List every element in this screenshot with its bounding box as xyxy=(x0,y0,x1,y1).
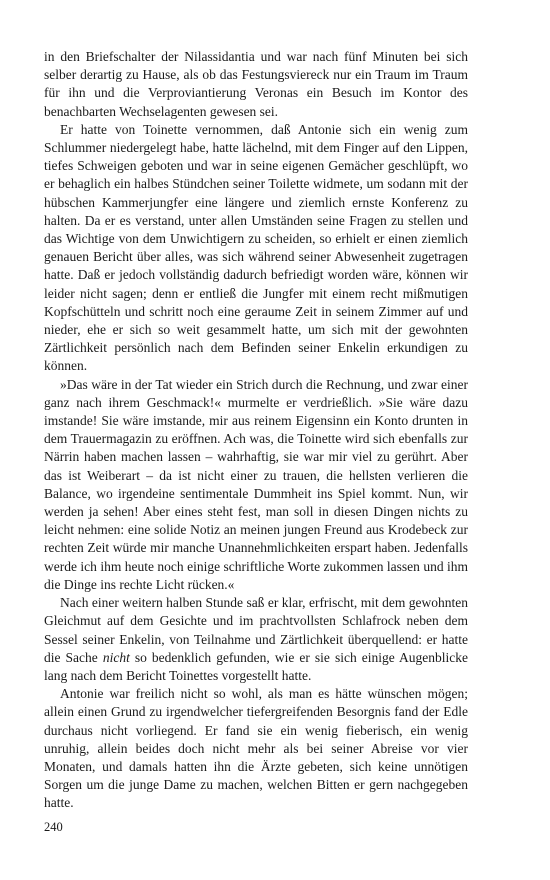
paragraph-4-text-a: Nach einer weitern halben Stunde saß er klar, erfrischt, mit dem gewohnten Gleichmut auf dem Gesichte und im prachtvollsten Schlafrock neben dem Sessel seiner Enkelin, von Teilnahme und Zärtlichkeit überquellend: er hatte die Sache xyxy=(44,595,468,665)
paragraph-5 xyxy=(44,685,468,812)
paragraph-3-text: »Das wäre in der Tat wieder ein Strich durch die Rechnung, und zwar einer ganz nach ihrem Geschmack!« murmelte er verdrießlich. »Sie wäre dazu imstande! Sie wäre imstande, mir aus reinem Eigensinn ein Konto drunten in dem Trauermagazin zu eröffnen. Ach was, die Toinette wird sich ebenfalls zur Närrin haben machen lassen – wahrhaftig, sie war mir viel zu gerührt. Aber das ist Weiberart – da ist nicht einer zu trauen, die hellsten verlieren die Balance, wo irgendeine sentimentale Dummheit ins Spiel kommt. Nun, wir werden ja sehen! Aber eines steht fest, man soll in diesen Dingen nichts zu leicht nehmen: eine solide Notiz an meinen jungen Freund aus Krodebeck zur rechten Zeit würde mir manche Unannehmlichkeiten erspart haben. Jedenfalls werde ich ihm heute noch einige schriftliche Worte zukommen lassen und ihm die Dinge ins rechte Licht rücken.« xyxy=(44,376,468,592)
paragraph-3 xyxy=(44,376,468,594)
paragraph-5-text: Antonie war freilich nicht so wohl, als man es hätte wünschen mögen; allein einen Grund zu irgendwelcher tiefergreifenden Besorgnis fand der Edle durchaus nicht vorliegend. Er fand sie ein wenig fieberisch, ein wenig unruhig, allein beides doch nicht mehr als bei seiner Abreise vor vier Monaten, und damals hatten ihn die Ärzte gebeten, sich keine unnötigen Sorgen um die junge Dame zu machen, welchen Bitten er gern nachgegeben hatte. xyxy=(44,686,468,811)
page-number: 240 xyxy=(44,820,63,834)
paragraph-1 xyxy=(44,48,468,121)
paragraph-1-text: in den Briefschalter der Nilassidantia und war nach fünf Minuten bei sich selber derartig zu Hause, als ob das Festungsviereck nur ein Traum im Traum für ihn und die Verproviantierung Veronas ein Besuch im Kontor des benachbarten Wechselagenten gewesen sei. xyxy=(44,49,468,119)
paragraph-4-emphasis: nicht xyxy=(102,649,130,665)
paragraph-4 xyxy=(44,594,468,685)
paragraph-4-text-b: so bedenklich gefunden, wie er sie sich einige Augenblicke lang nach dem Bericht Toinettes vorgestellt hatte. xyxy=(44,649,468,683)
paragraph-2-text: Er hatte von Toinette vernommen, daß Antonie sich ein wenig zum Schlummer niedergelegt habe, hatte lächelnd, mit dem Finger auf den Lippen, tiefes Schweigen geboten und war in seine eigenen Gemächer geschlüpft, wo er behaglich ein halbes Stündchen seiner Toilette widmete, um sodann mit der hübschen Kammerjungfer eine längere und ziemlich ernste Konferenz zu halten. Da er es verstand, unter allen Umständen seine Fragen zu stellen und das Wichtige von dem Unwichtigern zu scheiden, so erhielt er einen ziemlich genauen Bericht über alles, was sich während seiner Abwesenheit zugetragen hatte. Daß er jedoch vollständig dadurch befriedigt worden wäre, können wir leider nicht sagen; denn er entließ die Jungfer mit einem recht mißmutigen Kopfschütteln und schritt noch eine geraume Zeit in seinem Zimmer auf und nieder, ehe er sich so weit gesammelt hatte, um sich mit der gewohnten Zärtlichkeit persönlich nach dem Befinden seiner Enkelin erkundigen zu können. xyxy=(44,121,468,374)
paragraph-2 xyxy=(44,121,468,376)
body-text xyxy=(44,48,468,813)
